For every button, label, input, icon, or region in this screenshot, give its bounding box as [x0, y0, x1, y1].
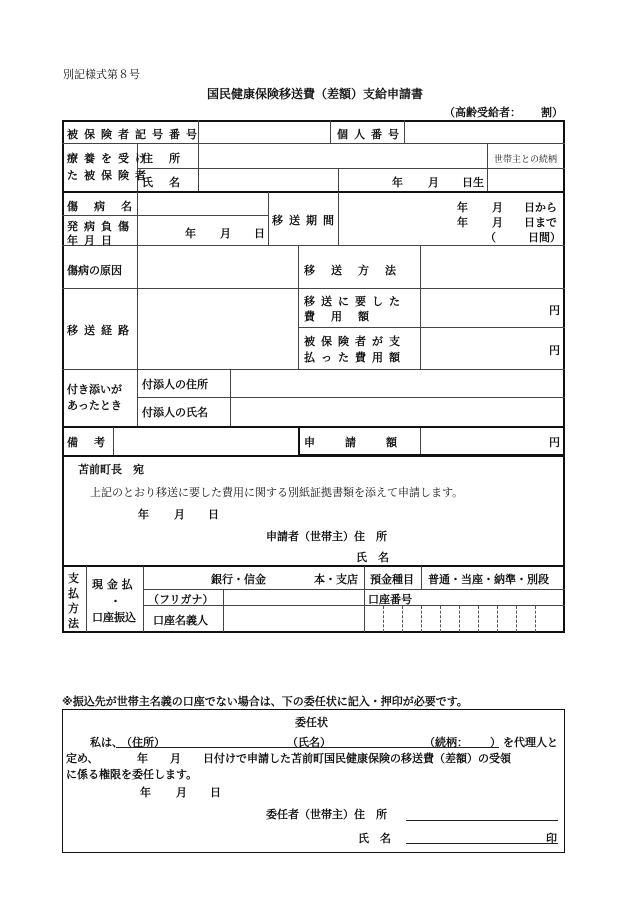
delegator-name-label: 氏 名	[358, 832, 391, 845]
attendant-address-label: 付添人の住所	[142, 378, 208, 391]
elderly-label: （高齢受給者：	[444, 106, 521, 119]
proxy-address-label: （住所）	[121, 736, 165, 749]
onset-label-2: 年月日	[67, 234, 118, 247]
birth-year: 年	[392, 176, 403, 189]
recipient-label-2: た被保険者	[67, 169, 152, 182]
birth-day: 日生	[462, 176, 484, 189]
proxy-line3: に係る権限を委任します。	[66, 768, 198, 781]
app-month: 月	[174, 508, 185, 521]
deposit-options: 普通・当座・納準・別段	[428, 573, 549, 586]
onset-month: 月	[220, 227, 231, 240]
proxy-line1-start: 私は、	[90, 736, 123, 749]
pay-method-char: 払	[68, 587, 79, 600]
cost-label-1: 移送に要した	[304, 295, 406, 308]
cash-label: 現 金 払	[92, 578, 133, 591]
transfer-label: 口座振込	[92, 611, 136, 624]
paid-label-1: 被保険者が支	[304, 335, 406, 348]
proxy-line2: 定め、 年 月 日付けで申請した苫前町国民健康保険の移送費（差額）の受領	[66, 752, 512, 765]
period-paren: （	[485, 231, 496, 244]
applicant-name-label: 氏 名	[356, 551, 389, 564]
delegator-name-line	[406, 843, 558, 844]
attendant-name-label: 付添人の氏名	[142, 406, 208, 419]
form-number: 別記様式第８号	[63, 68, 140, 81]
onset-label-1: 発病負傷	[67, 220, 135, 233]
applicant-address-label: 申請者（世帯主）住 所	[266, 530, 387, 543]
seal-mark: 印	[546, 832, 557, 845]
furigana-label: （フリガナ）	[148, 593, 214, 606]
attend-label-1: 付き添いが	[67, 383, 122, 396]
deposit-type-label: 預金種目	[370, 573, 414, 586]
proxy-note: ※振込先が世帯主名義の口座でない場合は、下の委任状に記入・押印が必要です。	[62, 695, 468, 708]
statement: 上記のとおり移送に要した費用に関する別紙証拠書類を添えて申請します。	[90, 486, 464, 499]
elderly-unit: 割）	[541, 106, 563, 119]
proxy-name-label: （氏名）	[287, 736, 331, 749]
pay-method-char: 法	[68, 617, 79, 630]
dot: ・	[110, 595, 121, 608]
period-month-to: 月	[492, 216, 503, 229]
disease-label: 傷病名	[67, 200, 148, 213]
form-title: 国民健康保険移送費（差額）支給申請書	[207, 87, 424, 101]
attend-label-2: あったとき	[67, 399, 122, 412]
claim-label: 申請額	[304, 436, 427, 449]
proxy-relation-label: （続柄：	[424, 736, 468, 749]
proxy-month: 月	[176, 786, 187, 799]
delegator-address-label: 委任者（世帯主）住 所	[266, 808, 387, 821]
route-label: 移送経路	[67, 324, 135, 337]
pay-method-char: 支	[68, 572, 79, 585]
delegator-address-line	[406, 820, 558, 821]
personal-number-label: 個人番号	[337, 128, 405, 141]
claim-yen: 円	[549, 436, 560, 449]
insured-code-label: 被保険者記号番号	[67, 128, 203, 141]
proxy-year: 年	[140, 786, 151, 799]
birth-month: 月	[428, 176, 439, 189]
relation-label: 世帯主との続柄	[494, 155, 558, 165]
paid-label-2: 払った費用額	[304, 351, 406, 364]
proxy-line1-underline	[116, 747, 499, 748]
app-year: 年	[138, 508, 149, 521]
transfer-period-label: 移送期間	[272, 214, 340, 227]
proxy-day: 日	[210, 786, 221, 799]
bank-label: 銀行・信金	[211, 573, 266, 586]
method-label: 移送方法	[304, 264, 412, 277]
paid-yen: 円	[549, 344, 560, 357]
cause-label: 傷病の原因	[67, 264, 122, 277]
cost-label-2: 費用額	[304, 310, 385, 323]
cost-yen: 円	[549, 304, 560, 317]
name-label: 氏名	[142, 176, 196, 189]
recipient-label-1: 療養を受け	[67, 152, 152, 165]
period-year-to: 年	[457, 216, 468, 229]
proxy-title: 委任状	[295, 716, 328, 729]
proxy-line1-end: を代理人と	[503, 736, 558, 749]
onset-day: 日	[254, 227, 265, 240]
period-from: 日から	[524, 201, 557, 214]
address-label: 住所	[142, 152, 196, 165]
remarks-label: 備考	[67, 436, 121, 449]
pay-method-char: 方	[68, 602, 79, 615]
period-days: 日間）	[528, 231, 561, 244]
addressee: 苫前町長 宛	[78, 463, 144, 476]
period-month-from: 月	[492, 201, 503, 214]
proxy-relation-close: ）	[490, 736, 501, 749]
branch-label: 本・支店	[314, 573, 358, 586]
app-day: 日	[208, 508, 219, 521]
period-year-from: 年	[457, 201, 468, 214]
onset-year: 年	[185, 227, 196, 240]
account-number-label: 口座番号	[368, 593, 412, 606]
period-to: 日まで	[524, 216, 557, 229]
account-holder-label: 口座名義人	[153, 614, 208, 627]
